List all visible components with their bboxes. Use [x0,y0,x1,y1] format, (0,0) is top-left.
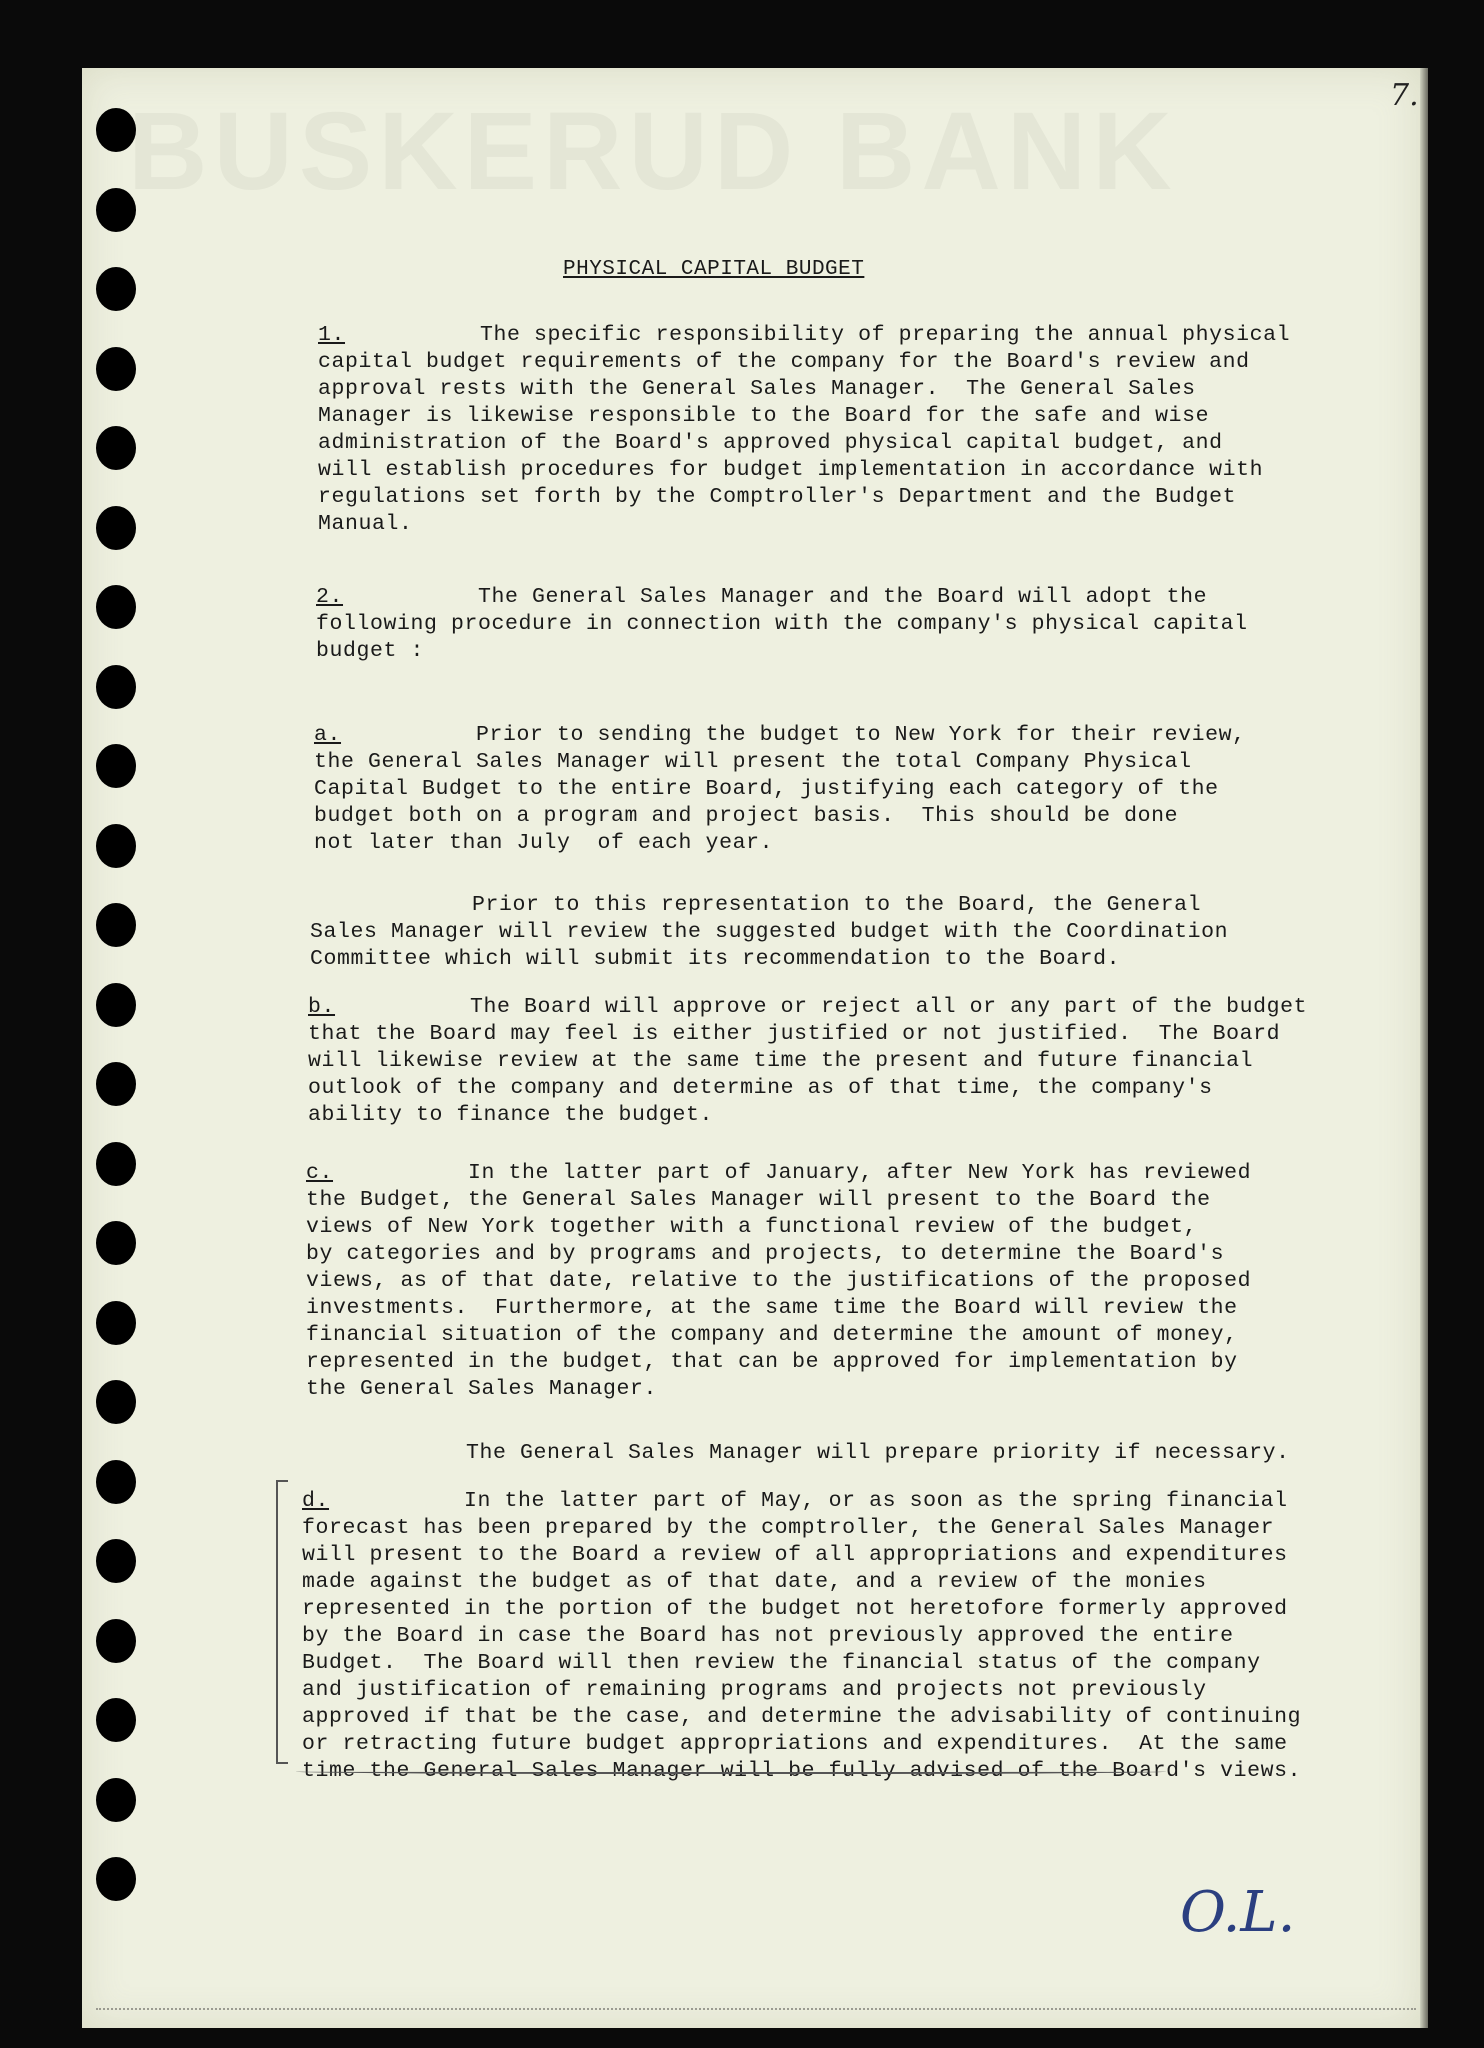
binder-hole [96,983,136,1027]
paragraph-text: The specific responsibility of preparing the annual physical capital budget requirements of the company for the Board's review and approval rests with the General Sales Manager. The General Sales Manager is likewise responsible to the Board for the safe and wise administration of the Board's approved physical capital budget, and will establish procedures for budget implementation in accordance with regulations set forth by the Comptroller's Department and the Budget Manual. [318,323,1291,536]
paragraph-text: Prior to sending the budget to New York for their review, the General Sales Manager will present the total Company Physical Capital Budget to the entire Board, justifying each category of the budget both on a program and project basis. This should be done not later than July of each year. [314,723,1246,855]
binder-hole [96,267,136,311]
paragraph-d [302,1488,1301,1785]
paragraph-text: The General Sales Manager will prepare priority if necessary. [304,1441,1290,1465]
binder-hole [96,1698,136,1742]
binder-hole [96,1778,136,1822]
underline-annotation [296,1768,1166,1774]
paragraph-text: The General Sales Manager and the Board will adopt the following procedure in connection with the company's physical capital budget : [316,585,1248,663]
binder-hole [96,506,136,550]
paragraph-text: In the latter part of May, or as soon as the spring financial forecast has been prepared by the comptroller, the General Sales Manager will present to the Board a review of all appropriations and expenditures made against the budget as of that date, and a review of the monies represented in the portion of the budget not heretofore formerly approved by the Board in case the Board has not previously approved the entire Budget. The Board will then review the financial status of the company and justification of remaining programs and projects not previously approved if that be the case, and determine the advisability of continuing or retracting future budget appropriations and expenditures. At the same time the General Sales Manager will be fully advised of the Board's views. [302,1489,1302,1783]
page-title: PHYSICAL CAPITAL BUDGET [563,258,865,281]
paragraph-2 [316,584,1248,665]
paragraph-c [306,1160,1251,1403]
binder-hole [96,903,136,947]
binder-hole [96,585,136,629]
binder-hole [96,1062,136,1106]
paragraph-number: d. [302,1489,330,1513]
binder-hole [96,1539,136,1583]
binder-hole [96,1619,136,1663]
binder-hole [96,1221,136,1265]
page-edge [1420,68,1428,2028]
binder-hole [96,744,136,788]
paragraph-c-followup [304,1440,1290,1467]
margin-bracket-mark [276,1480,288,1764]
paragraph-number: 1. [318,323,346,347]
paragraph-a [314,722,1246,857]
binder-hole [96,1460,136,1504]
paragraph-1 [318,322,1290,538]
binder-hole [96,1857,136,1901]
watermark-letterhead: BUSKERUD BANK [128,90,1178,213]
binder-hole [96,1301,136,1345]
paragraph-number: c. [306,1161,334,1185]
paragraph-number: a. [314,723,342,747]
binder-hole [96,1142,136,1186]
paragraph-number: b. [308,995,336,1019]
paragraph-text: Prior to this representation to the Board, the General Sales Manager will review the suggested budget with the Coordination Committee which will submit its recommendation to the Board. [310,893,1229,971]
binder-hole [96,347,136,391]
paragraph-text: The Board will approve or reject all or any part of the budget that the Board may feel is either justified or not justified. The Board will likewise review at the same time the present and future financial outlook of the company and determine as of that time, the company's ability to finance the budget. [308,995,1308,1127]
bottom-strip [96,2008,1416,2016]
binder-hole [96,824,136,868]
paragraph-number: 2. [316,585,344,609]
paragraph-a-followup [310,892,1228,973]
page-number: 7. [1390,78,1419,113]
paragraph-b [308,994,1307,1129]
binder-hole [96,1380,136,1424]
binder-hole [96,665,136,709]
paragraph-text: In the latter part of January, after New York has reviewed the Budget, the General Sales Manager will present to the Board the views of New York together with a functional review of the budget, by categories and by programs and projects, to determine the Board's views, as of that date, relative to the justifications of the proposed investments. Furthermore, at the same time the Board will review the financial situation of the company and determine the amount of money, represented in the budget, that can be approved for implementation by the General Sales Manager. [306,1161,1252,1401]
handwritten-initials: O.L. [1180,1880,1296,1945]
binder-hole [96,426,136,470]
